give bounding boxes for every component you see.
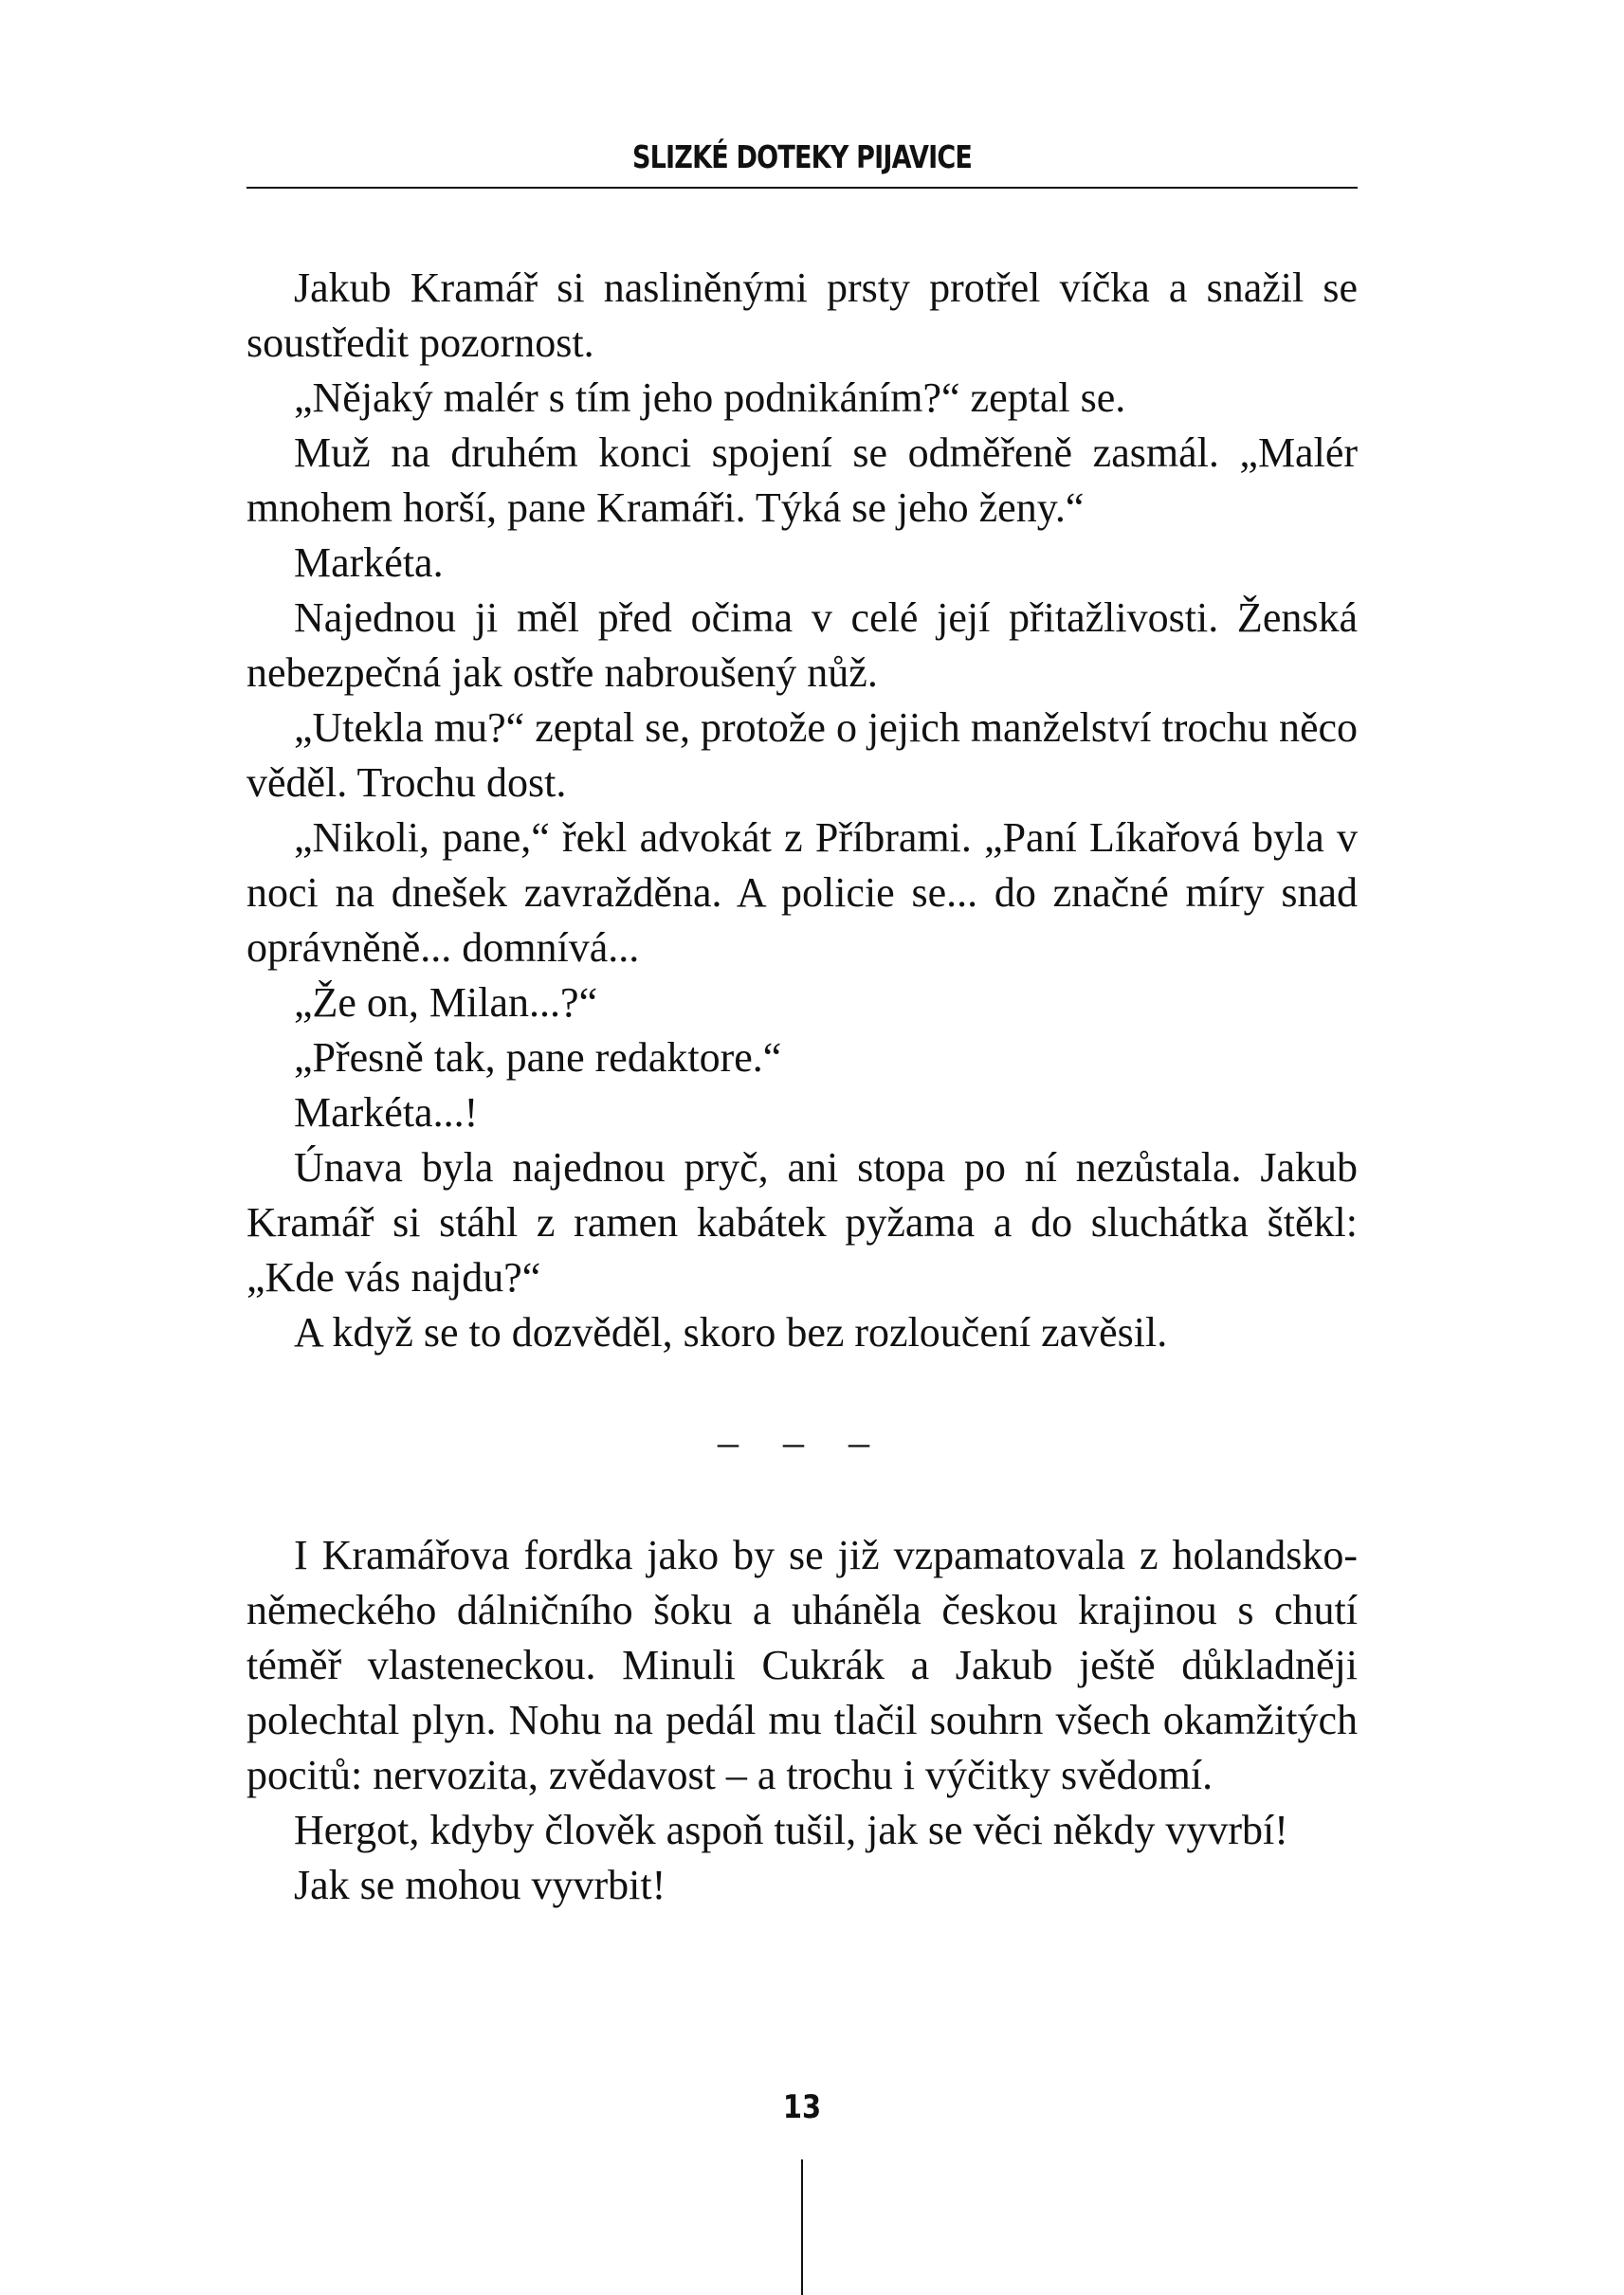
paragraph: Jak se mohou vyvrbit!: [294, 1862, 666, 1908]
paragraph: Markéta.: [294, 539, 444, 586]
header-rule: [246, 187, 1358, 189]
paragraph: Hergot, kdyby člověk aspoň tušil, jak se věci někdy vyvrbí!: [294, 1807, 1288, 1853]
paragraph: „Přesně tak, pane redaktore.“: [294, 1034, 782, 1081]
paragraph: „Nějaký malér s tím jeho podnikáním?“ zeptal se.: [294, 374, 1126, 421]
paragraph: „Utekla mu?“ zeptal se, protože o jejich manželství trochu něco věděl. Trochu dost.: [246, 704, 1358, 806]
paragraph: I Kramářova fordka jako by se již vzpamatovala z holandsko-německého dálničního šoku a uháněla českou krajinou s chutí téměř vlasteneckou. Minuli Cukrák a Jakub ještě důkladněji polechtal plyn. Nohu na pedál mu tlačil souhrn všech okamžitých pocitů: nervozita, zvědavost – a trochu i výčitky svědomí.: [246, 1532, 1358, 1798]
running-head-title: SLIZKÉ DOTEKY PIJAVICE: [631, 138, 973, 175]
paragraph: Markéta...!: [294, 1089, 479, 1136]
paragraph: „Že on, Milan...?“: [294, 979, 598, 1026]
scene-break: – – –: [718, 1419, 886, 1466]
paragraph: Muž na druhém konci spojení se odměřeně zasmál. „Malér mnohem horší, pane Kramáři. Týká se jeho ženy.“: [246, 429, 1358, 531]
page-number: 13: [782, 2088, 822, 2126]
body-text-section-2: [246, 1528, 1358, 1913]
paragraph: Únava byla najednou pryč, ani stopa po ní nezůstala. Jakub Kramář si stáhl z ramen kabátek pyžama a do sluchátka štěkl: „Kde vás najdu?“: [246, 1144, 1358, 1301]
paragraph: „Nikoli, pane,“ řekl advokát z Příbrami. „Paní Líkařová byla v noci na dnešek zavražděna. A policie se... do značné míry snad oprávněně... domnívá...: [246, 814, 1358, 971]
paragraph: Jakub Kramář si nasliněnými prsty protřel víčka a snažil se soustředit pozornost.: [246, 264, 1358, 366]
body-text-section-1: [246, 261, 1358, 1360]
paragraph: Najednou ji měl před očima v celé její přitažlivosti. Ženská nebezpečná jak ostře nabroušený nůž.: [246, 594, 1358, 696]
crop-mark: [801, 2159, 803, 2295]
paragraph: A když se to dozvěděl, skoro bez rozloučení zavěsil.: [294, 1309, 1168, 1356]
